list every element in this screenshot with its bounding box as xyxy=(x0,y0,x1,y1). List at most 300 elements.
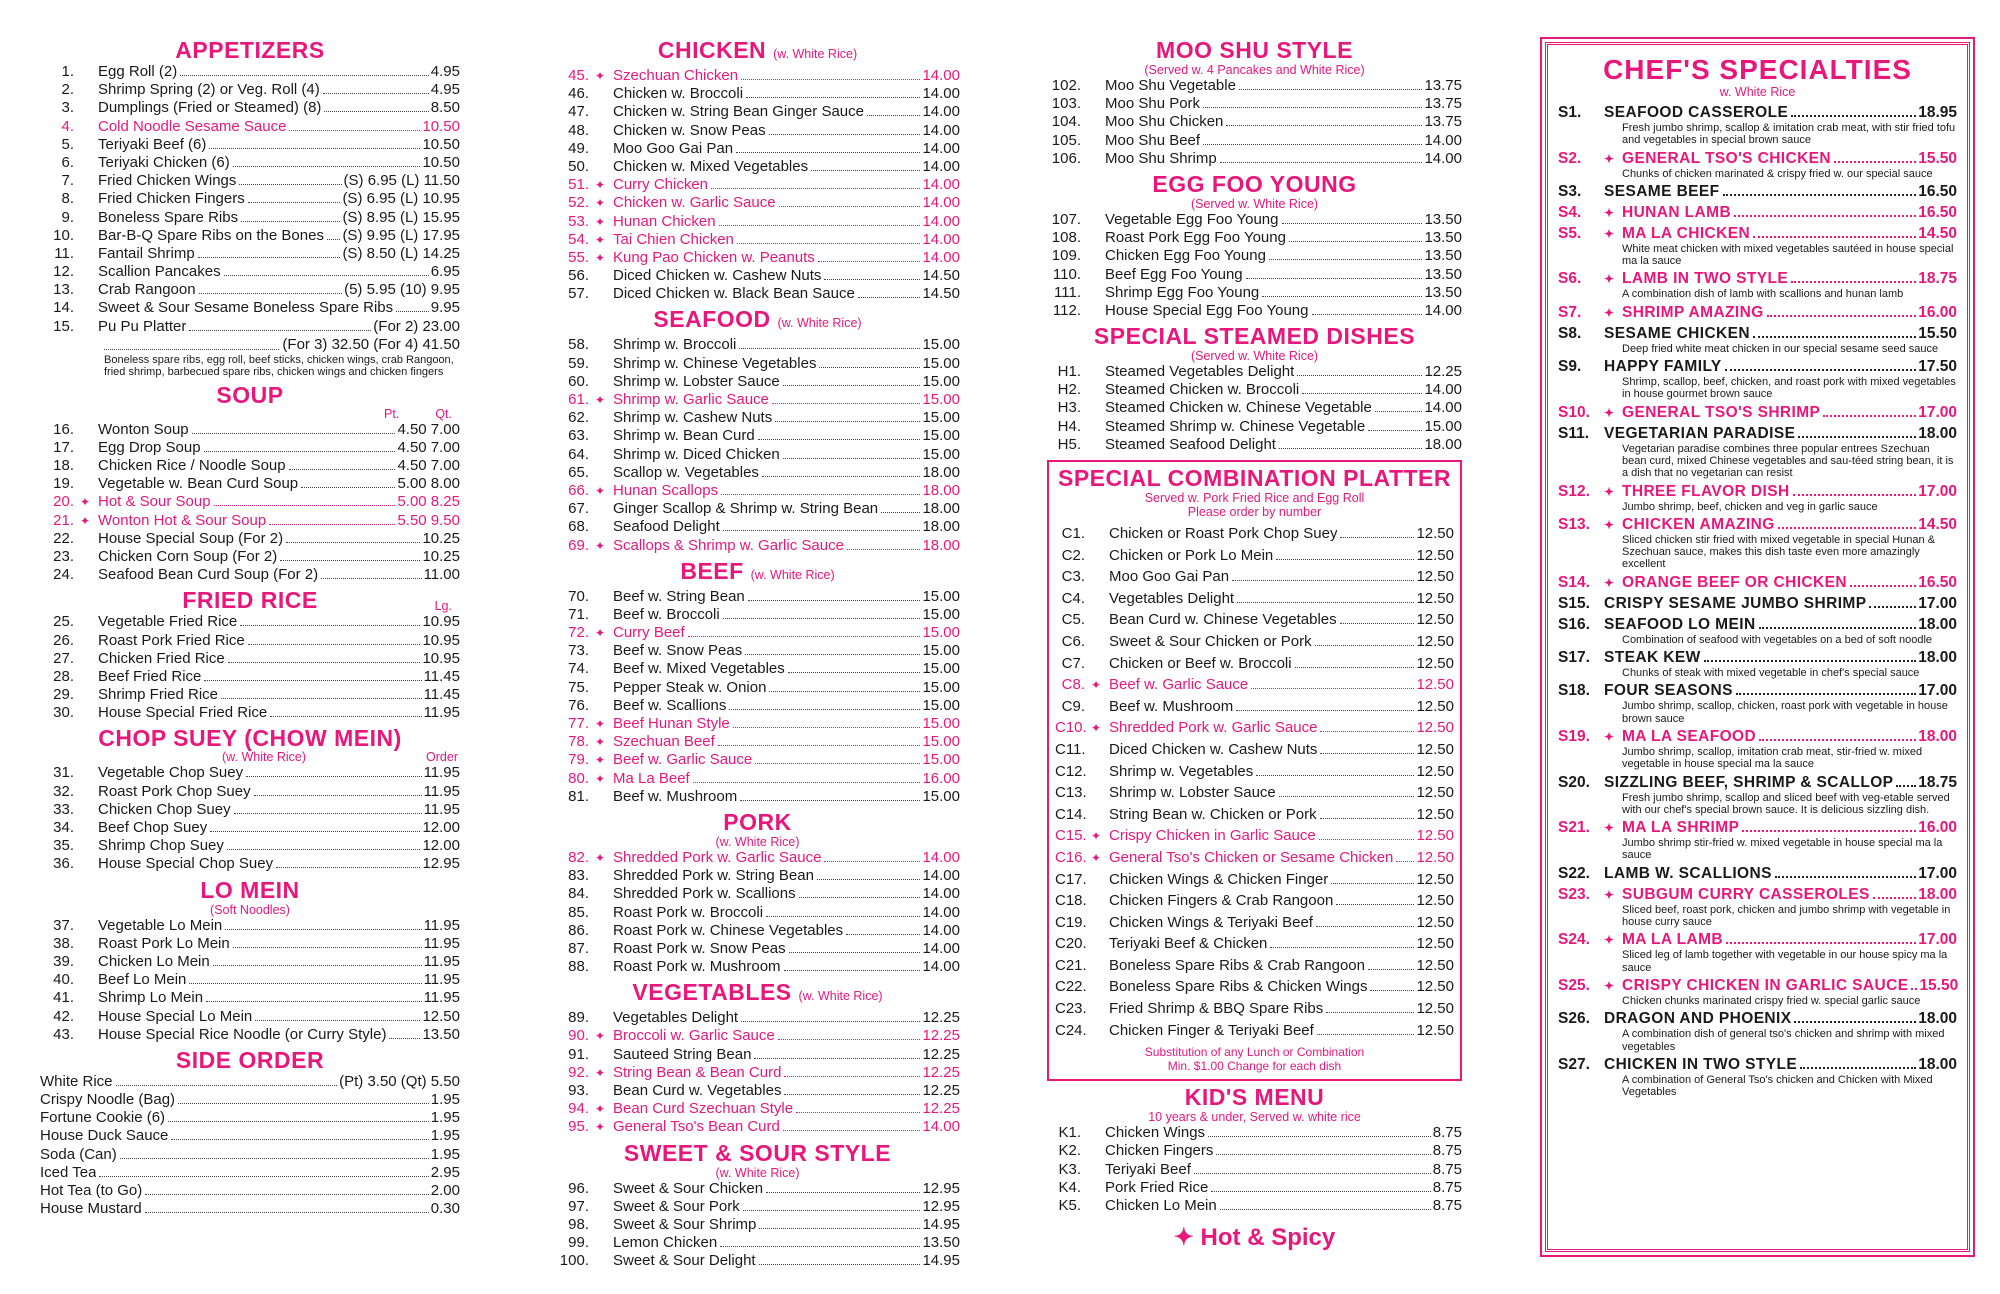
item-price: 8.75 xyxy=(1432,1197,1462,1214)
item-name: Chicken Fingers & Crab Rangoon xyxy=(1109,892,1334,910)
item-price: 14.00 xyxy=(922,139,960,157)
chefs-specialties-list xyxy=(1558,104,1957,1098)
item-number: 60. xyxy=(568,372,589,390)
item-number: C18. xyxy=(1055,892,1087,910)
menu-item xyxy=(1055,566,1454,588)
chili-pepper-icon: ✦ xyxy=(1604,405,1615,420)
item-number: 96. xyxy=(568,1179,589,1197)
menu-item xyxy=(555,518,960,536)
item-number: C14. xyxy=(1055,805,1087,823)
specialty-item xyxy=(1558,886,1957,929)
item-number: 66. xyxy=(568,481,589,499)
sweet-sour-subtitle: (w. White Rice) xyxy=(715,1165,800,1180)
item-name: Roast Pork w. Snow Peas xyxy=(613,939,786,957)
item-description: White meat chicken with mixed vegetables sautéed in house special ma la sauce xyxy=(1622,242,1954,268)
soup-list xyxy=(40,421,460,585)
item-description: A combination dish of general tso's chicken and shrimp with mixed vegetables xyxy=(1622,1028,1945,1053)
item-price: 14.00 xyxy=(922,1118,960,1136)
item-name: Shrimp w. Vegetables xyxy=(1109,762,1254,780)
section-title-vegetables: VEGETABLES (w. White Rice) xyxy=(632,979,883,1006)
section-title-chop-suey: CHOP SUEY (CHOW MEIN) xyxy=(98,725,402,752)
soup-size-headers: Pt. Qt. xyxy=(384,406,452,421)
item-price: 14.00 xyxy=(922,885,960,903)
item-number: C23. xyxy=(1055,1000,1087,1018)
item-name: Vegetable Fried Rice xyxy=(98,613,238,631)
item-number: C6. xyxy=(1061,632,1085,650)
specialty-item xyxy=(1558,728,1957,771)
item-number: 9. xyxy=(61,208,74,226)
item-name: Sweet & Sour Chicken or Pork xyxy=(1109,632,1312,650)
item-number: 97. xyxy=(568,1197,589,1215)
chili-pepper-icon: ✦ xyxy=(1604,226,1615,241)
chili-pepper-icon: ✦ xyxy=(595,626,606,641)
item-price: 16.00 xyxy=(922,769,960,787)
menu-item xyxy=(555,285,960,303)
specialty-item xyxy=(1558,1056,1957,1099)
item-price: 12.50 xyxy=(1416,784,1454,802)
menu-item xyxy=(1055,609,1454,631)
item-name: Pork Fried Rice xyxy=(1105,1178,1209,1196)
menu-item xyxy=(40,548,460,566)
menu-item xyxy=(1055,912,1454,934)
menu-item xyxy=(1047,436,1462,454)
item-price: 8.75 xyxy=(1432,1142,1462,1160)
item-name: MA LA SEAFOOD xyxy=(1622,727,1757,745)
item-price: 17.00 xyxy=(1918,682,1957,700)
item-name: Ma La Beef xyxy=(613,769,690,787)
section-title-moo-shu: MOO SHU STYLE xyxy=(1156,37,1353,63)
item-price: 15.00 xyxy=(922,372,960,390)
section-title-pork: PORK xyxy=(723,808,792,835)
item-number: C21. xyxy=(1055,956,1087,974)
item-number: 29. xyxy=(53,686,74,704)
item-description: Jumbo shrimp, scallop, imitation crab meat, stir-fried w. mixed vegetable in house special ma la sauce xyxy=(1622,745,1923,771)
item-number: 102. xyxy=(1051,77,1081,94)
item-name: Shrimp w. Cashew Nuts xyxy=(613,409,773,427)
item-name: Moo Shu Chicken xyxy=(1105,113,1224,131)
menu-item xyxy=(40,299,460,317)
specialty-item xyxy=(1558,574,1957,592)
menu-item xyxy=(1055,523,1454,545)
chefs-specialties-box xyxy=(1545,42,1970,1252)
item-name: Boneless Spare Ribs & Chicken Wings xyxy=(1109,978,1368,996)
item-number: C22. xyxy=(1055,978,1087,996)
item-name: HAPPY FAMILY xyxy=(1604,358,1722,376)
item-name: Shrimp w. Bean Curd xyxy=(613,427,755,445)
item-number: 64. xyxy=(568,445,589,463)
chili-pepper-icon: ✦ xyxy=(1091,678,1102,693)
item-price: 13.50 xyxy=(1424,283,1462,301)
item-price: 0.30 xyxy=(430,1200,460,1218)
item-price: 11.95 xyxy=(423,971,460,989)
fried-rice-size-header: Lg. xyxy=(434,599,452,614)
item-number: S23. xyxy=(1558,885,1590,903)
item-number: 14. xyxy=(53,299,74,317)
item-price: 13.75 xyxy=(1424,95,1462,113)
combo-footnote-2: Min. $1.00 Change for each dish xyxy=(1167,1059,1342,1074)
item-number: 65. xyxy=(568,463,589,481)
menu-item xyxy=(1055,890,1454,912)
item-name: House Duck Sauce xyxy=(40,1127,169,1145)
item-name: Vegetable Egg Foo Young xyxy=(1105,210,1279,228)
chili-pepper-icon: ✦ xyxy=(1604,821,1615,836)
item-number: C1. xyxy=(1061,525,1085,542)
chili-pepper-icon: ✦ xyxy=(1604,484,1615,499)
chili-pepper-icon: ✦ xyxy=(595,214,606,229)
item-name: Shrimp Chop Suey xyxy=(98,837,224,855)
kids-list xyxy=(1047,1124,1462,1215)
item-name: Roast Pork w. Chinese Vegetables xyxy=(613,921,844,939)
specialty-item xyxy=(1558,516,1957,571)
item-number: C17. xyxy=(1055,870,1087,888)
item-number: 45. xyxy=(568,67,589,84)
menu-item xyxy=(555,922,960,940)
menu-item xyxy=(40,512,460,530)
lo-mein-list xyxy=(40,917,460,1044)
item-price: 12.25 xyxy=(922,1045,960,1063)
item-name: CHICKEN IN TWO STYLE xyxy=(1604,1055,1798,1073)
item-name: Bean Curd Szechuan Style xyxy=(613,1100,794,1118)
menu-item xyxy=(555,697,960,715)
item-price: 12.50 xyxy=(1416,978,1454,996)
item-number: 19. xyxy=(53,475,74,493)
item-name: Moo Shu Pork xyxy=(1105,95,1201,113)
item-name: Moo Shu Vegetable xyxy=(1105,77,1236,94)
item-number: S5. xyxy=(1558,224,1582,242)
menu-item xyxy=(1047,229,1462,247)
item-number: 21. xyxy=(53,511,74,529)
item-description: Fresh jumbo shrimp, scallop and sliced beef with veg-etable served with our chef's special brown sauce. It is delicious sizzling dish. xyxy=(1622,791,1950,816)
item-price: (For 2) 23.00 xyxy=(373,317,460,335)
item-price: (Pt) 3.50 (Qt) 5.50 xyxy=(339,1072,460,1090)
item-number: C12. xyxy=(1055,762,1087,780)
item-number: 30. xyxy=(53,704,74,722)
menu-item xyxy=(1047,1197,1462,1215)
item-price: 10.25 xyxy=(422,547,460,565)
menu-item xyxy=(40,421,460,439)
chili-pepper-icon: ✦ xyxy=(1604,978,1615,993)
item-number: C11. xyxy=(1055,740,1086,758)
item-name: Shrimp Spring (2) or Veg. Roll (4) xyxy=(98,81,320,99)
item-price: 18.00 xyxy=(1918,424,1957,442)
egg-foo-young-subtitle: (Served w. White Rice) xyxy=(1190,196,1319,211)
item-price: 12.50 xyxy=(1416,740,1454,758)
chili-pepper-icon: ✦ xyxy=(1604,205,1615,220)
item-name: Roast Pork Egg Foo Young xyxy=(1105,229,1286,247)
menu-item xyxy=(555,660,960,678)
menu-item xyxy=(40,263,460,281)
item-name: Chicken w. Broccoli xyxy=(613,85,744,103)
chili-pepper-icon: ✦ xyxy=(595,250,606,265)
chili-pepper-icon: ✦ xyxy=(595,196,606,211)
item-name: Seafood Delight xyxy=(613,518,720,536)
item-name: Soda (Can) xyxy=(40,1145,117,1163)
menu-item xyxy=(555,500,960,518)
item-number: 6. xyxy=(61,153,74,171)
menu-item xyxy=(40,1164,460,1182)
item-description: A combination dish of lamb with scallions and hunan lamb xyxy=(1622,288,1904,301)
item-price: 15.00 xyxy=(922,678,960,696)
item-name: Shredded Pork w. Scallions xyxy=(613,885,796,903)
item-name: Egg Roll (2) xyxy=(98,63,178,80)
chili-pepper-icon: ✦ xyxy=(1173,1224,1194,1252)
item-number: 26. xyxy=(53,631,74,649)
item-name: ORANGE BEEF OR CHICKEN xyxy=(1622,573,1847,591)
item-number: 78. xyxy=(568,733,589,751)
item-name: Shrimp Fried Rice xyxy=(98,686,219,704)
item-description: Chunks of chicken marinated & crispy fried w. our special sauce xyxy=(1622,167,1933,180)
item-name: Curry Beef xyxy=(613,624,685,642)
item-number: 24. xyxy=(53,566,74,584)
item-number: 75. xyxy=(568,678,589,696)
item-number: 8. xyxy=(61,190,74,208)
item-price: 14.00 xyxy=(922,248,960,266)
item-name: Iced Tea xyxy=(40,1163,97,1181)
menu-item xyxy=(555,373,960,391)
menu-item xyxy=(1055,976,1454,998)
section-title-sweet-sour: SWEET & SOUR STYLE xyxy=(623,1139,892,1166)
item-number: 25. xyxy=(53,613,74,631)
menu-item xyxy=(40,935,460,953)
item-price: 4.50 7.00 xyxy=(397,457,460,474)
specialty-item xyxy=(1558,682,1957,725)
item-price: 15.00 xyxy=(922,715,960,732)
item-number: 111. xyxy=(1054,283,1081,301)
item-price: 15.00 xyxy=(922,445,960,463)
item-number: C4. xyxy=(1061,589,1085,607)
menu-item xyxy=(40,650,460,668)
item-price: (S) 8.95 (L) 15.95 xyxy=(342,208,460,226)
item-number: C10. xyxy=(1055,719,1087,737)
item-name: Shrimp w. Lobster Sauce xyxy=(1109,784,1276,802)
menu-item xyxy=(40,704,460,722)
chop-suey-list xyxy=(40,764,460,873)
item-price: 8.75 xyxy=(1432,1178,1462,1196)
chili-pepper-icon: ✦ xyxy=(1091,829,1102,844)
item-name: Sweet & Sour Chicken xyxy=(613,1179,764,1197)
item-description: Sliced chicken stir fried with mixed vegetable in special Hunan & Szechuan sauce, makes this dish taste even more amazingly excellent xyxy=(1622,533,1936,571)
item-name: Boneless Spare Ribs & Crab Rangoon xyxy=(1109,956,1365,974)
item-number: 37. xyxy=(53,916,74,934)
item-price: 10.50 xyxy=(422,135,460,153)
menu-item xyxy=(1055,804,1454,826)
menu-item xyxy=(40,953,460,971)
item-name: Ginger Scallop & Shrimp w. String Bean xyxy=(613,500,879,518)
menu-item xyxy=(1055,545,1454,567)
item-price: 15.00 xyxy=(1424,417,1462,435)
menu-item xyxy=(555,606,960,624)
item-price: 12.95 xyxy=(922,1179,960,1197)
menu-item xyxy=(1047,1161,1462,1179)
item-name: Shrimp w. Chinese Vegetables xyxy=(613,354,817,372)
chili-pepper-icon: ✦ xyxy=(595,393,606,407)
menu-item xyxy=(1047,266,1462,284)
item-name: Shredded Pork w. Garlic Sauce xyxy=(613,848,822,866)
item-name: Shredded Pork w. String Bean xyxy=(613,867,814,885)
item-number: 106. xyxy=(1051,149,1081,167)
item-price: (S) 6.95 (L) 11.50 xyxy=(343,172,460,190)
menu-item xyxy=(1055,588,1454,610)
item-price: 17.00 xyxy=(1918,594,1957,612)
item-name: House Special Lo Mein xyxy=(98,1007,253,1025)
item-price: 4.95 xyxy=(430,81,460,99)
item-price: 11.95 xyxy=(423,764,460,782)
item-name: MA LA SHRIMP xyxy=(1622,819,1740,837)
item-number: 112. xyxy=(1052,301,1081,319)
item-name: Chicken or Pork Lo Mein xyxy=(1109,546,1274,564)
item-name: Shrimp Lo Mein xyxy=(98,989,204,1007)
item-name: Fried Chicken Fingers xyxy=(98,190,245,208)
chili-pepper-icon: ✦ xyxy=(1604,575,1615,590)
item-price: 14.00 xyxy=(1424,131,1462,149)
menu-item xyxy=(1055,717,1454,739)
item-name: General Tso's Chicken or Sesame Chicken xyxy=(1109,848,1394,866)
item-name: Crispy Chicken in Garlic Sauce xyxy=(1109,827,1316,845)
item-name: Chicken Lo Mein xyxy=(1105,1197,1217,1214)
menu-item xyxy=(40,1127,460,1145)
chili-pepper-icon: ✦ xyxy=(1604,305,1615,320)
item-name: Chicken Wings & Chicken Finger xyxy=(1109,870,1329,888)
menu-item xyxy=(1047,418,1462,436)
item-name: MA LA LAMB xyxy=(1622,931,1723,949)
item-price: 15.00 xyxy=(922,391,960,408)
section-title-egg-foo-young: EGG FOO YOUNG xyxy=(1152,170,1357,197)
item-price: 14.00 xyxy=(922,939,960,957)
item-name: Fortune Cookie (6) xyxy=(40,1109,166,1127)
item-number: 110. xyxy=(1052,265,1081,283)
item-number: 71. xyxy=(568,605,589,623)
item-name: MA LA CHICKEN xyxy=(1622,224,1751,242)
menu-item xyxy=(40,136,460,154)
item-number: 52. xyxy=(568,194,589,212)
item-number: 49. xyxy=(568,139,589,157)
menu-item xyxy=(555,1027,960,1045)
item-name: Roast Pork Fried Rice xyxy=(98,631,245,649)
specialty-item xyxy=(1558,977,1957,1007)
item-name: Sweet & Sour Shrimp xyxy=(613,1215,757,1233)
menu-item xyxy=(555,1252,960,1270)
item-number: 61. xyxy=(568,391,589,408)
menu-item xyxy=(555,849,960,867)
item-number: S4. xyxy=(1558,203,1582,221)
menu-item xyxy=(40,686,460,704)
item-name: Teriyaki Beef (6) xyxy=(98,135,207,153)
item-price: 10.95 xyxy=(422,613,460,631)
item-number: 16. xyxy=(53,420,74,438)
item-price: 10.50 xyxy=(422,153,460,171)
item-price: 13.50 xyxy=(1424,265,1462,283)
menu-item xyxy=(40,245,460,263)
item-price: 18.00 xyxy=(1918,727,1957,745)
item-number: S13. xyxy=(1558,515,1590,533)
item-name: Shrimp w. Diced Chicken xyxy=(613,445,780,463)
chili-pepper-icon: ✦ xyxy=(595,753,606,768)
menu-item xyxy=(555,1234,960,1252)
item-name: Beef w. Mixed Vegetables xyxy=(613,660,785,678)
combo-list xyxy=(1055,523,1454,1041)
item-number: K4. xyxy=(1058,1178,1081,1196)
menu-item xyxy=(40,566,460,584)
item-number: C8. xyxy=(1061,676,1085,694)
specialty-item xyxy=(1558,616,1957,646)
item-number: 46. xyxy=(568,85,589,103)
item-number: 34. xyxy=(53,819,74,836)
menu-item xyxy=(555,336,960,354)
menu-item xyxy=(555,427,960,445)
item-price: (S) 9.95 (L) 17.95 xyxy=(342,226,460,244)
item-name: SESAME CHICKEN xyxy=(1604,324,1750,342)
section-title-chicken: CHICKEN (w. White Rice) xyxy=(657,37,858,63)
specialty-item xyxy=(1558,104,1957,147)
item-number: C3. xyxy=(1061,568,1085,586)
item-price: 14.00 xyxy=(922,230,960,248)
specialty-item xyxy=(1558,774,1957,817)
item-price: 18.00 xyxy=(1918,1055,1957,1073)
item-price: 12.50 xyxy=(1416,805,1454,823)
item-name: House Special Egg Foo Young xyxy=(1105,301,1309,319)
item-name: Beef w. Mushroom xyxy=(613,787,738,805)
item-name: DRAGON AND PHOENIX xyxy=(1604,1010,1792,1028)
item-number: 69. xyxy=(568,536,589,554)
item-number: S1. xyxy=(1558,104,1582,121)
menu-item xyxy=(40,209,460,227)
menu-item xyxy=(555,85,960,103)
menu-item xyxy=(40,971,460,989)
menu-item xyxy=(1047,1179,1462,1197)
item-number: C13. xyxy=(1055,784,1087,802)
chili-pepper-icon: ✦ xyxy=(1604,517,1615,532)
item-price: 14.00 xyxy=(1424,301,1462,319)
item-price: 15.00 xyxy=(922,605,960,623)
combination-platter-box xyxy=(1047,460,1462,1081)
menu-item xyxy=(555,103,960,121)
item-number: S3. xyxy=(1558,182,1582,200)
item-price: 12.50 xyxy=(1416,525,1454,542)
specialty-item xyxy=(1558,150,1957,180)
item-price: 4.95 xyxy=(430,63,460,80)
item-description: Sliced leg of lamb together with vegetable in our house spicy ma la sauce xyxy=(1622,949,1948,974)
item-number: S27. xyxy=(1558,1055,1590,1073)
item-number: 109. xyxy=(1051,247,1081,265)
item-price: 12.25 xyxy=(922,1009,960,1027)
menu-item xyxy=(555,140,960,158)
item-name: House Special Fried Rice xyxy=(98,704,268,722)
item-name: Chicken Fried Rice xyxy=(98,649,225,667)
item-description: Sliced beef, roast pork, chicken and jumbo shrimp with vegetable in house curry sauce xyxy=(1622,903,1951,929)
specialty-item xyxy=(1558,358,1957,401)
item-name: Teriyaki Beef & Chicken xyxy=(1109,935,1268,953)
item-name: Steamed Chicken w. Chinese Vegetable xyxy=(1105,399,1372,417)
item-price: 8.75 xyxy=(1432,1160,1462,1178)
menu-item xyxy=(40,190,460,208)
chili-pepper-icon: ✦ xyxy=(595,850,606,865)
menu-item xyxy=(555,885,960,903)
item-number: 99. xyxy=(568,1234,589,1252)
menu-item xyxy=(40,475,460,493)
item-price: 14.50 xyxy=(1918,515,1957,533)
item-number: S19. xyxy=(1558,727,1590,745)
item-price: 10.95 xyxy=(422,631,460,649)
item-name: Roast Pork Lo Mein xyxy=(98,934,230,952)
item-number: S24. xyxy=(1558,931,1590,949)
menu-item xyxy=(40,819,460,837)
item-price: 13.75 xyxy=(1424,77,1462,94)
menu-item xyxy=(555,624,960,642)
item-name: Roast Pork w. Mushroom xyxy=(613,958,781,976)
menu-item xyxy=(40,1182,460,1200)
menu-item xyxy=(555,751,960,769)
item-price: 17.00 xyxy=(1918,864,1957,882)
